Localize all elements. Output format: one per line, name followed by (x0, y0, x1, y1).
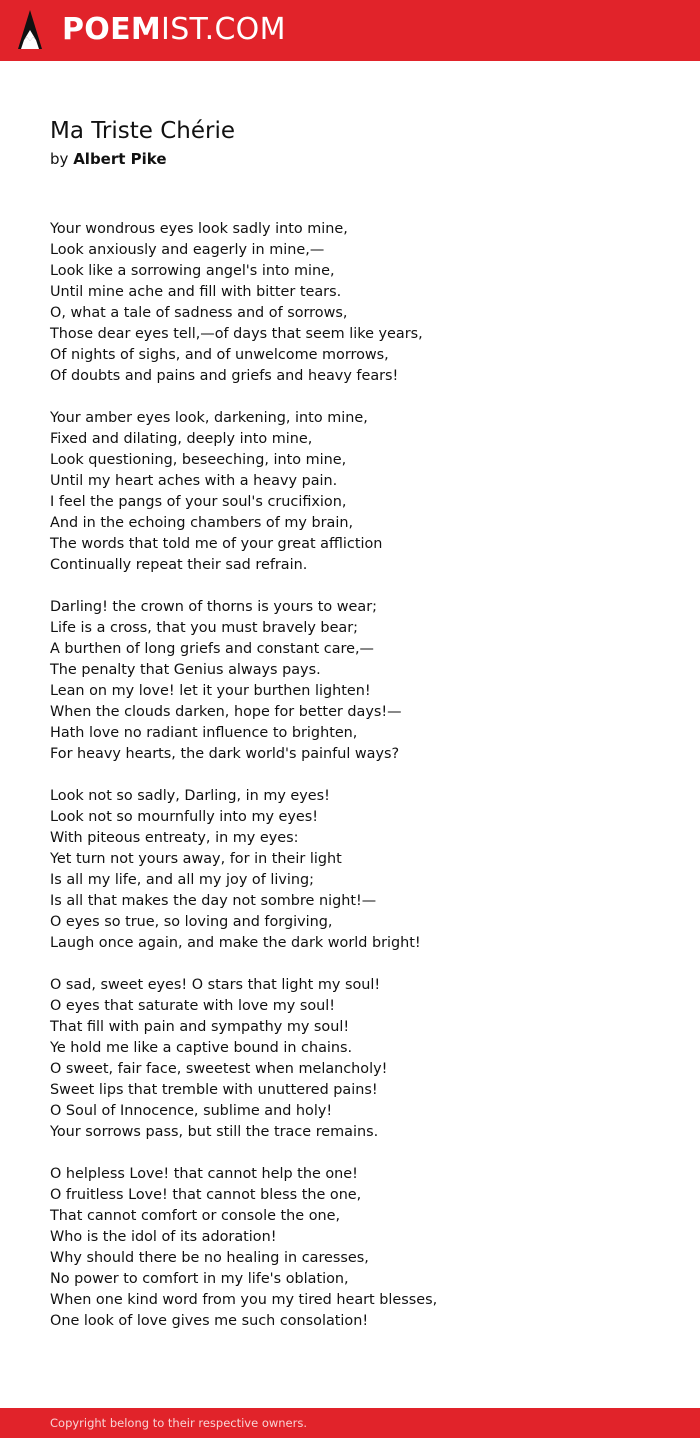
poem-line: Those dear eyes tell,—of days that seem like years, (50, 326, 423, 342)
poem-line: That fill with pain and sympathy my soul! (50, 1019, 350, 1035)
poem-line: Until my heart aches with a heavy pain. (50, 473, 338, 489)
poem-line: O sweet, fair face, sweetest when melancholy! (50, 1061, 388, 1077)
poem-line: The words that told me of your great affliction (50, 536, 383, 552)
poem-line: O, what a tale of sadness and of sorrows, (50, 305, 348, 321)
poem-line: With piteous entreaty, in my eyes: (50, 830, 299, 846)
poem-line: Why should there be no healing in caresses, (50, 1250, 369, 1266)
by-label: by (50, 150, 69, 168)
poem-line: Look not so sadly, Darling, in my eyes! (50, 788, 330, 804)
poem-line: Your sorrows pass, but still the trace remains. (50, 1124, 379, 1140)
poem-line: A burthen of long griefs and constant care,— (50, 641, 374, 657)
author-name: Albert Pike (73, 150, 167, 168)
poem-line: Look like a sorrowing angel's into mine, (50, 263, 335, 279)
poem-line: Continually repeat their sad refrain. (50, 557, 308, 573)
poem-line: Look anxiously and eagerly in mine,— (50, 242, 325, 258)
poem-line: Is all my life, and all my joy of living; (50, 872, 314, 888)
poem-line: Ye hold me like a captive bound in chains. (50, 1040, 353, 1056)
poem-line: O eyes that saturate with love my soul! (50, 998, 336, 1014)
poem-line: Who is the idol of its adoration! (50, 1229, 277, 1245)
poem-line: Look questioning, beseeching, into mine, (50, 452, 347, 468)
poem-line: Yet turn not yours away, for in their light (50, 851, 342, 867)
poem-line: No power to comfort in my life's oblation, (50, 1271, 349, 1287)
site-logo[interactable] (62, 12, 286, 48)
poem-line: I feel the pangs of your soul's crucifixion, (50, 494, 347, 510)
poem-line: O helpless Love! that cannot help the one! (50, 1166, 358, 1182)
poem-line: O Soul of Innocence, sublime and holy! (50, 1103, 333, 1119)
poem-body (50, 219, 670, 1353)
poem-line: The penalty that Genius always pays. (50, 662, 321, 678)
poem-line: Of nights of sighs, and of unwelcome morrows, (50, 347, 389, 363)
poem-line: Laugh once again, and make the dark world bright! (50, 935, 421, 951)
site-header (0, 0, 700, 61)
poem-line: Of doubts and pains and griefs and heavy fears! (50, 368, 399, 384)
poem-line: Is all that makes the day not sombre night!— (50, 893, 377, 909)
poem-line: One look of love gives me such consolation! (50, 1313, 369, 1329)
poem-line: That cannot comfort or console the one, (50, 1208, 341, 1224)
poem-line: Your amber eyes look, darkening, into mine, (50, 410, 368, 426)
poem-line: Fixed and dilating, deeply into mine, (50, 431, 313, 447)
stanza (50, 1164, 670, 1332)
poem-line: Look not so mournfully into my eyes! (50, 809, 319, 825)
poem-line: For heavy hearts, the dark world's painful ways? (50, 746, 400, 762)
poem-line: Lean on my love! let it your burthen lighten! (50, 683, 371, 699)
pencil-tip-icon[interactable] (17, 9, 43, 51)
poem-line: Hath love no radiant influence to brighten, (50, 725, 358, 741)
stanza (50, 408, 670, 576)
poem-line: When the clouds darken, hope for better days!— (50, 704, 402, 720)
poem-line: Life is a cross, that you must bravely bear; (50, 620, 359, 636)
poem-line: Sweet lips that tremble with unuttered pains! (50, 1082, 378, 1098)
poem-line: Until mine ache and fill with bitter tears. (50, 284, 342, 300)
logo-text-bold: POEM (62, 12, 162, 47)
logo-text-light: IST.COM (161, 12, 286, 47)
poem-title: Ma Triste Chérie (50, 118, 236, 144)
copyright-text: Copyright belong to their respective owners. (50, 1416, 308, 1430)
stanza (50, 786, 670, 954)
site-footer (0, 1408, 700, 1438)
poem-line: O eyes so true, so loving and forgiving, (50, 914, 333, 930)
poem-line: And in the echoing chambers of my brain, (50, 515, 354, 531)
stanza (50, 597, 670, 765)
poem-line: Your wondrous eyes look sadly into mine, (50, 221, 348, 237)
poem-line: O sad, sweet eyes! O stars that light my soul! (50, 977, 381, 993)
stanza (50, 975, 670, 1143)
poem-line: O fruitless Love! that cannot bless the one, (50, 1187, 362, 1203)
poem-line: When one kind word from you my tired heart blesses, (50, 1292, 438, 1308)
byline (50, 148, 167, 170)
stanza (50, 219, 670, 387)
poem-line: Darling! the crown of thorns is yours to wear; (50, 599, 377, 615)
